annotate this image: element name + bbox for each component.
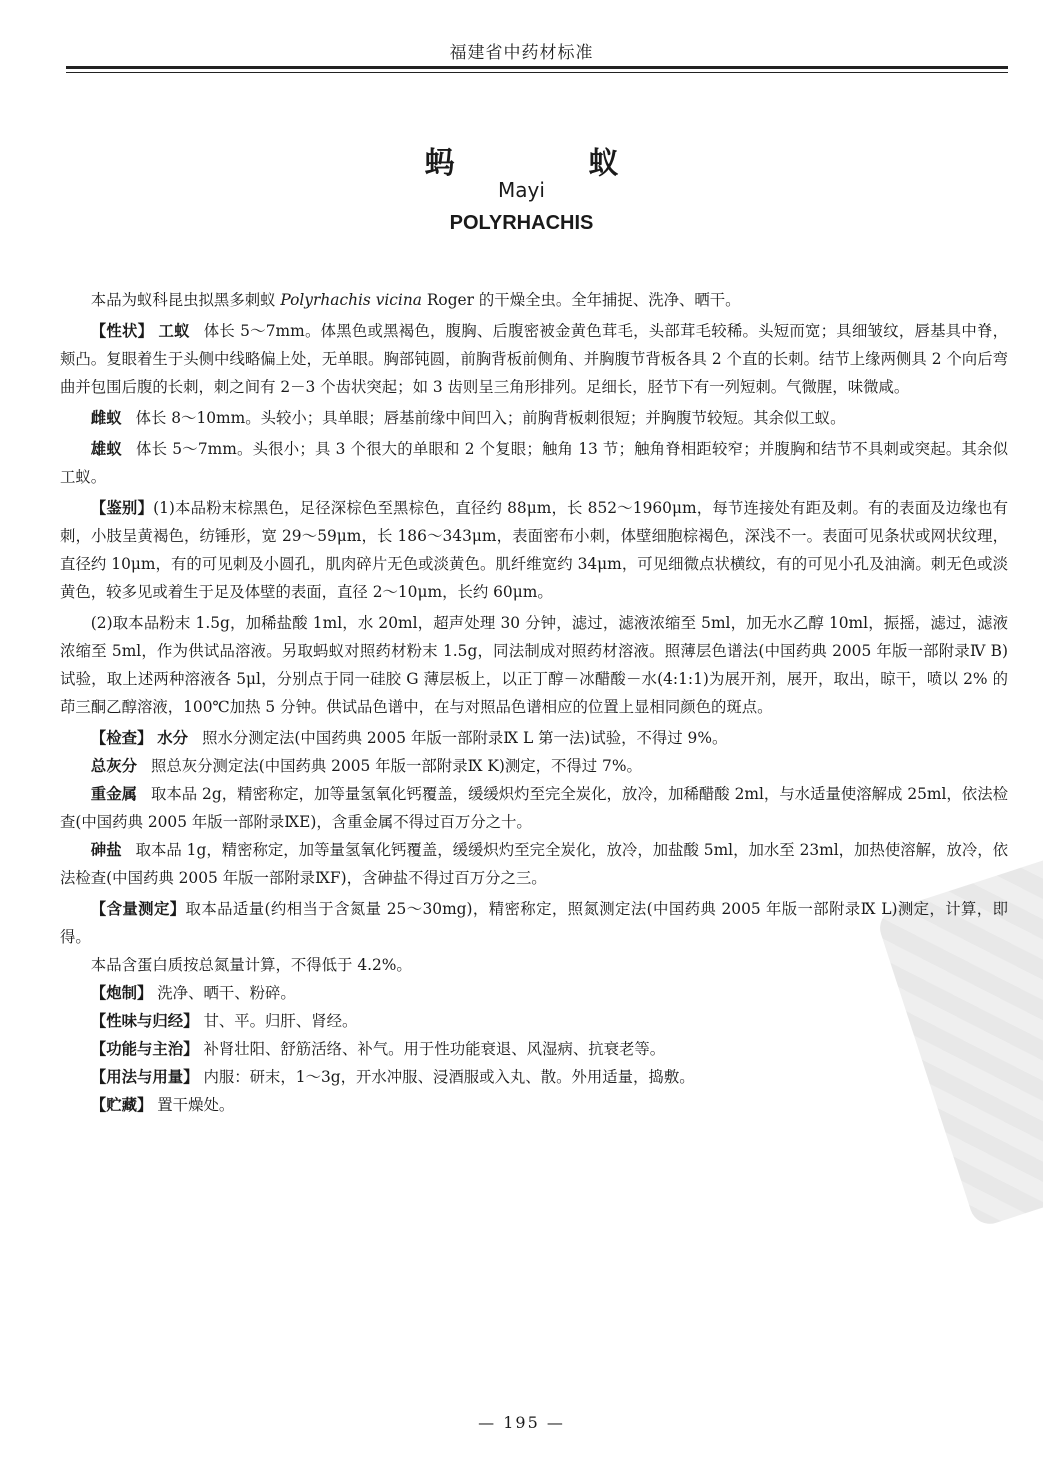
test-heavy-metals: 重金属 取本品 2g，精密称定，加等量氢氧化钙覆盖，缓缓炽灼至完全炭化，放冷，加稀醋酸 2ml，与水适量使溶解成 25ml，依法检查(中国药典 2005 年版一部附录ⅨE)，含重金属不得过百万分之十。 [60,785,1008,831]
section-heading-functions: 【功能与主治】 [90,1040,199,1058]
monograph-title: 蚂 蚁 [424,146,671,181]
assay-limit: 本品含蛋白质按总氮量计算，不得低于 4.2%。 [90,956,412,974]
storage-paragraph: 【贮藏】 置干燥处。 [90,1096,235,1114]
page-number: — 195 — [478,1413,565,1432]
assay-paragraph: 【含量测定】取本品适量(约相当于含氮量 25～30mg)，精密称定，照氮测定法(中国药典 2005 年版一部附录Ⅸ L)测定，计算，即得。 [60,900,1008,946]
header-rule-thin [66,72,1008,73]
section-heading-storage: 【贮藏】 [90,1096,153,1114]
monograph-latin-name: POLYRHACHIS [449,212,594,234]
identification-microscopy: 【鉴别】(1)本品粉末棕黑色，足径深棕色至黑棕色，直径约 88μm，长 852～1960μm，每节连接处有距及刺。有的表面及边缘也有刺，小肢呈黄褐色，纺锤形，宽 29～59μm，长 186～343μm，表面密布小刺，体壁细胞棕褐色，深浅不一。表面可见条状或网状纹理，直径约 10μm，有的可见刺及小圆孔，肌肉碎片无色或淡黄色。肌纤维宽约 34μm，可见细微点状横纹，有的可见小孔及油滴。刺无色或淡黄色，较多见或着生于足及体壁的表面，直径 2～10μm，长约 60μm。 [60,499,1008,601]
test-ash: 总灰分 照总灰分测定法(中国药典 2005 年版一部附录Ⅸ K)测定，不得过 7%。 [90,757,642,775]
header-rule-thick [66,66,1008,69]
description-female: 雌蚁 体长 8～10mm。头较小；具单眼；唇基前缘中间凹入；前胸背板刺很短；并胸腹节较短。其余似工蚁。 [90,409,846,427]
processing-paragraph: 【炮制】 洗净、晒干、粉碎。 [90,984,296,1002]
description-worker: 【性状】 工蚁 体长 5～7mm。体黑色或黑褐色，腹胸、后腹密被金黄色茸毛，头部茸毛较稀。头短而宽；具细皱纹，唇基具中脊，颊凸。复眼着生于头侧中线略偏上处，无单眼。胸部钝圆，前胸背板前侧角、并胸腹节背板各具 2 个直的长刺。结节上缘两侧具 2 个向后弯曲并包围后腹的长刺，刺之间有 2－3 个齿状突起；如 3 齿则呈三角形排列。足细长，胫节下有一列短刺。气微腥，味微咸。 [60,322,1008,396]
identification-tlc: (2)取本品粉末 1.5g，加稀盐酸 1ml，水 20ml，超声处理 30 分钟，滤过，滤液浓缩至 5ml，加无水乙醇 10ml，振摇，滤过，滤液浓缩至 5ml，作为供试品溶液。另取蚂蚁对照药材粉末 1.5g，同法制成对照药材溶液。照薄层色谱法(中国药典 2005 年版一部附录Ⅳ B)试验，取上述两种溶液各 5μl，分别点于同一硅胶 G 薄层板上，以正丁醇－冰醋酸－水(4:1:1)为展开剂，展开，取出，晾干，喷以 2% 的茚三酮乙醇溶液，100℃加热 5 分钟。供试品色谱中，在与对照品色谱相应的位置上显相同颜色的斑点。 [60,614,1008,716]
intro-paragraph: 本品为蚁科昆虫拟黑多刺蚁 Polyrhachis vicina Roger 的干燥全虫。全年捕捉、洗净、晒干。 [90,291,741,309]
functions-paragraph: 【功能与主治】 补肾壮阳、舒筋活络、补气。用于性功能衰退、风湿病、抗衰老等。 [90,1040,666,1058]
subheading-arsenic: 砷盐 [90,841,122,859]
subheading-female: 雌蚁 [90,409,122,427]
section-heading-assay: 【含量测定】 [90,900,186,918]
nature-paragraph: 【性味与归经】 甘、平。归肝、肾经。 [90,1012,358,1030]
species-name: Polyrhachis vicina [280,291,422,309]
test-arsenic: 砷盐 取本品 1g，精密称定，加等量氢氧化钙覆盖，缓缓炽灼至完全炭化，放冷，加盐酸 5ml，加水至 23ml，加热使溶解，放冷，依法检查(中国药典 2005 年版一部附录ⅨF)，含砷盐不得过百万分之三。 [60,841,1008,887]
section-heading-tests: 【检查】 [90,729,153,747]
monograph-pinyin: Mayi [498,178,545,202]
description-male: 雄蚁 体长 5～7mm。头很小；具 3 个很大的单眼和 2 个复眼；触角 13 节；触角脊相距较窄；并腹胸和结节不具刺或突起。其余似工蚁。 [60,440,1008,486]
section-heading-identification: 【鉴别】 [90,499,154,517]
running-head: 福建省中药材标准 [449,43,594,63]
section-heading-usage: 【用法与用量】 [90,1068,199,1086]
subheading-worker: 工蚁 [158,322,190,340]
monograph-body [60,286,1008,1119]
subheading-heavy-metals: 重金属 [90,785,137,803]
section-heading-description: 【性状】 [90,322,154,340]
usage-paragraph: 【用法与用量】 内服：研末，1～3g，开水冲服、浸酒服或入丸、散。外用适量，捣敷。 [90,1068,695,1086]
section-heading-nature: 【性味与归经】 [90,1012,199,1030]
test-water: 【检查】 水分 照水分测定法(中国药典 2005 年版一部附录Ⅸ L 第一法)试验，不得过 9%。 [90,729,728,747]
subheading-ash: 总灰分 [90,757,137,775]
section-heading-processing: 【炮制】 [90,984,153,1002]
subheading-water: 水分 [157,729,189,747]
subheading-male: 雄蚁 [90,440,122,458]
